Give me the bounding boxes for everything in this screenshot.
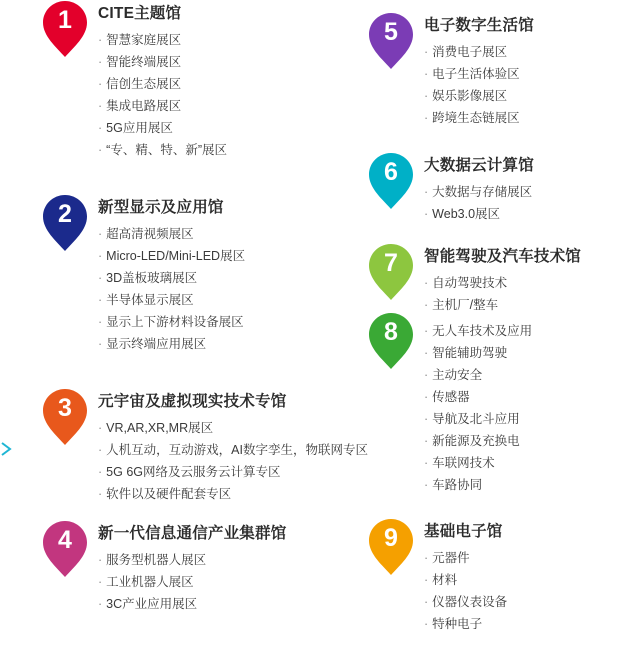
hall-item-label: 5G 6G网络及云服务云计算专区 [106, 465, 281, 479]
hall-item-label: 人机互动，互动游戏，AI数字孪生，物联网专区 [106, 443, 368, 457]
hall-item [424, 547, 636, 569]
hall-item [424, 386, 636, 408]
hall-item-label: 3D盖板玻璃展区 [106, 271, 198, 285]
bullet-dot: · [98, 77, 103, 91]
hall-item-label: 主动安全 [432, 368, 483, 382]
bullet-dot: · [98, 55, 103, 69]
hall-item-label: 显示上下游材料设备展区 [106, 315, 244, 329]
hall-group-1 [42, 0, 342, 186]
hall-group-4 [42, 520, 342, 630]
pin-marker-7 [368, 243, 414, 301]
bullet-dot: · [424, 111, 429, 125]
hall-item-label: 5G应用展区 [106, 121, 173, 135]
hall-item [424, 569, 636, 591]
hall-item-label: 服务型机器人展区 [106, 553, 207, 567]
hall-item [98, 289, 342, 311]
hall-item [98, 439, 368, 461]
hall-item [98, 223, 342, 245]
bullet-dot: · [98, 421, 103, 435]
hall-title-3: 元宇宙及虚拟现实技术专馆 [98, 393, 287, 410]
hall-group-7 [368, 243, 636, 316]
bullet-dot: · [98, 143, 103, 157]
bullet-dot: · [424, 456, 429, 470]
hall-item [424, 63, 636, 85]
pin-marker-2 [42, 194, 88, 252]
hall-item [98, 461, 342, 483]
pin-number-5: 5 [384, 18, 398, 46]
hall-item-label: 智慧家庭展区 [106, 33, 182, 47]
hall-item [424, 107, 636, 129]
pin-number-7: 7 [384, 249, 398, 277]
bullet-dot: · [424, 207, 429, 221]
bullet-dot: · [98, 227, 103, 241]
hall-title-6: 大数据云计算馆 [424, 157, 534, 174]
hall-item-label: 跨境生态链展区 [432, 111, 520, 125]
bullet-dot: · [98, 99, 103, 113]
pin-marker-4 [42, 520, 88, 578]
hall-item [98, 117, 342, 139]
bullet-dot: · [98, 33, 103, 47]
bullet-dot: · [98, 293, 103, 307]
hall-item [424, 452, 636, 474]
pin-number-2: 2 [58, 200, 72, 228]
bullet-dot: · [98, 487, 103, 501]
hall-item [98, 267, 342, 289]
hall-item [98, 333, 342, 355]
bullet-dot: · [424, 595, 429, 609]
left-arrow-icon [0, 440, 18, 458]
hall-item [424, 408, 636, 430]
pin-number-3: 3 [58, 394, 72, 422]
hall-item-label: 传感器 [432, 390, 470, 404]
hall-title-7: 智能驾驶及汽车技术馆 [424, 248, 582, 265]
bullet-dot: · [424, 45, 429, 59]
hall-group-6 [368, 152, 636, 225]
hall-title-4: 新一代信息通信产业集群馆 [98, 525, 287, 542]
hall-item [424, 85, 636, 107]
hall-item [424, 320, 636, 342]
hall-item [424, 613, 636, 635]
hall-item [424, 591, 636, 613]
pin-number-1: 1 [58, 6, 72, 34]
bullet-dot: · [424, 390, 429, 404]
pin-marker-3 [42, 388, 88, 446]
pin-number-4: 4 [58, 526, 72, 554]
hall-item-label: 半导体显示展区 [106, 293, 194, 307]
hall-item [98, 95, 342, 117]
hall-item-label: 仪器仪表设备 [432, 595, 508, 609]
bullet-dot: · [98, 443, 103, 457]
hall-item-label: 智能辅助驾驶 [432, 346, 508, 360]
hall-item-label: 元器件 [432, 551, 470, 565]
hall-item-label: “专、精、特、新”展区 [106, 143, 227, 157]
hall-item [98, 245, 342, 267]
bullet-dot: · [424, 67, 429, 81]
hall-item [424, 364, 636, 386]
bullet-dot: · [424, 324, 429, 338]
hall-item-label: 集成电路展区 [106, 99, 182, 113]
bullet-dot: · [98, 575, 103, 589]
bullet-dot: · [98, 271, 103, 285]
hall-item [98, 549, 342, 571]
hall-item [424, 272, 636, 294]
bullet-dot: · [98, 249, 103, 263]
pin-number-9: 9 [384, 524, 398, 552]
hall-item-label: 导航及北斗应用 [432, 412, 520, 426]
pin-marker-5 [368, 12, 414, 70]
hall-item [98, 29, 342, 51]
hall-item-label: 特种电子 [432, 617, 483, 631]
hall-item-label: 信创生态展区 [106, 77, 182, 91]
hall-item-label: 自动驾驶技术 [432, 276, 508, 290]
pin-number-8: 8 [384, 318, 398, 346]
hall-item [98, 73, 342, 95]
hall-title-2: 新型显示及应用馆 [98, 199, 224, 216]
bullet-dot: · [424, 617, 429, 631]
bullet-dot: · [424, 185, 429, 199]
bullet-dot: · [424, 573, 429, 587]
hall-item [98, 311, 342, 333]
bullet-dot: · [98, 597, 103, 611]
hall-item [424, 430, 636, 452]
hall-item-label: 软件以及硬件配套专区 [106, 487, 232, 501]
hall-item-label: 智能终端展区 [106, 55, 182, 69]
bullet-dot: · [424, 434, 429, 448]
bullet-dot: · [424, 346, 429, 360]
hall-title-9: 基础电子馆 [424, 523, 503, 540]
hall-item [98, 571, 342, 593]
hall-item [98, 593, 342, 615]
bullet-dot: · [424, 412, 429, 426]
hall-group-3 [42, 388, 368, 512]
bullet-dot: · [424, 298, 429, 312]
hall-item [424, 41, 636, 63]
hall-item-label: 材料 [432, 573, 458, 587]
hall-item-label: 显示终端应用展区 [106, 337, 207, 351]
bullet-dot: · [98, 121, 103, 135]
hall-group-8 [368, 312, 636, 496]
hall-item-label: 无人车技术及应用 [432, 324, 533, 338]
hall-item [424, 474, 636, 496]
bullet-dot: · [424, 551, 429, 565]
hall-group-5 [368, 12, 636, 129]
hall-item-label: 娱乐影像展区 [432, 89, 508, 103]
left-column [42, 0, 368, 638]
hall-item-label: 车联网技术 [432, 456, 495, 470]
hall-item [424, 181, 636, 203]
hall-title-5: 电子数字生活馆 [424, 17, 534, 34]
pin-marker-1 [42, 0, 88, 58]
bullet-dot: · [98, 337, 103, 351]
hall-group-2 [42, 194, 342, 380]
pin-marker-9 [368, 518, 414, 576]
hall-item-label: 工业机器人展区 [106, 575, 194, 589]
hall-item-label: 超高清视频展区 [106, 227, 194, 241]
hall-item-label: 车路协同 [432, 478, 483, 492]
pin-marker-6 [368, 152, 414, 210]
bullet-dot: · [424, 478, 429, 492]
hall-item [98, 139, 342, 161]
bullet-dot: · [424, 368, 429, 382]
hall-item [424, 203, 636, 225]
hall-item-label: VR,AR,XR,MR展区 [106, 421, 214, 435]
bullet-dot: · [98, 553, 103, 567]
hall-item-label: 大数据与存储展区 [432, 185, 533, 199]
hall-item [98, 483, 342, 505]
hall-group-9 [368, 518, 636, 635]
bullet-dot: · [98, 315, 103, 329]
hall-item-label: Micro-LED/Mini-LED展区 [106, 249, 246, 263]
hall-item [98, 417, 342, 439]
hall-item-label: Web3.0展区 [432, 207, 501, 221]
hall-item-label: 新能源及充换电 [432, 434, 520, 448]
bullet-dot: · [98, 465, 103, 479]
hall-item [424, 342, 636, 364]
hall-item-label: 3C产业应用展区 [106, 597, 198, 611]
bullet-dot: · [424, 276, 429, 290]
bullet-dot: · [424, 89, 429, 103]
pin-marker-8 [368, 312, 414, 370]
hall-item [98, 51, 342, 73]
hall-item-label: 消费电子展区 [432, 45, 508, 59]
hall-item-label: 主机厂/整车 [432, 298, 499, 312]
hall-title-1: CITE主题馆 [98, 5, 182, 22]
hall-item-label: 电子生活体验区 [432, 67, 520, 81]
pin-number-6: 6 [384, 158, 398, 186]
